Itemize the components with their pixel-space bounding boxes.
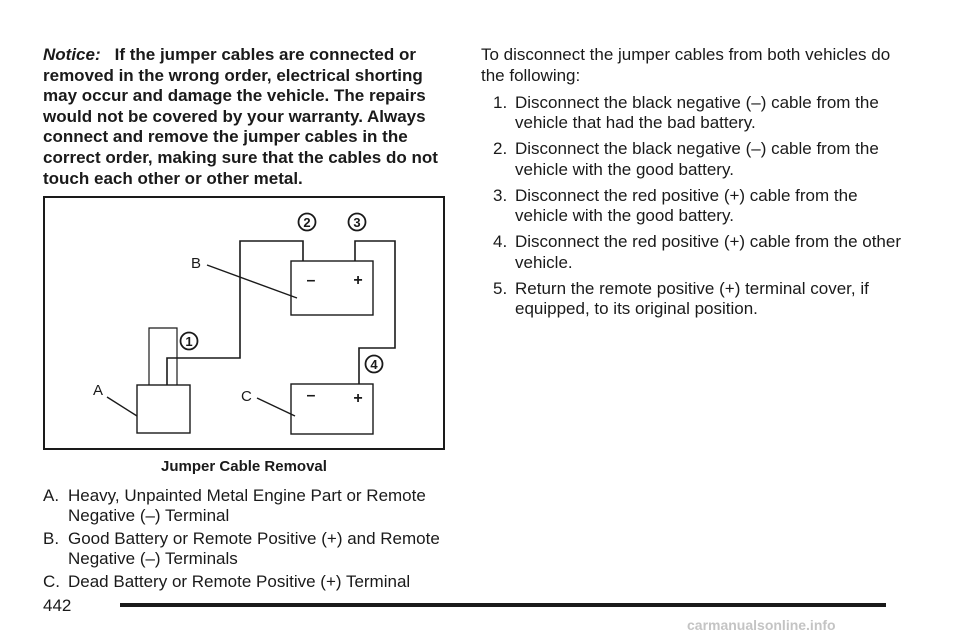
instructions-intro: To disconnect the jumper cables from both vehicles do the following: bbox=[481, 45, 891, 85]
engine-part-post bbox=[149, 328, 177, 385]
step-number: 4. bbox=[493, 232, 508, 252]
notice-paragraph bbox=[43, 45, 453, 189]
step-item bbox=[493, 93, 903, 134]
negative-cable bbox=[167, 241, 303, 385]
label-a-leader bbox=[107, 397, 137, 416]
legend-key: A. bbox=[43, 486, 60, 505]
dead-battery-negative: – bbox=[306, 387, 316, 404]
legend-list bbox=[43, 486, 473, 594]
legend-text: Good Battery or Remote Positive (+) and Remote Negative (–) Terminals bbox=[68, 528, 440, 569]
step-text: Disconnect the red positive (+) cable from the vehicle with the good battery. bbox=[515, 185, 858, 226]
step-text: Return the remote positive (+) terminal cover, if equipped, to its original position. bbox=[515, 278, 869, 319]
good-battery-positive: + bbox=[353, 272, 363, 289]
step-item bbox=[493, 279, 903, 320]
step-item bbox=[493, 186, 903, 227]
figure-caption: Jumper Cable Removal bbox=[161, 458, 327, 475]
legend-item-c bbox=[43, 572, 473, 592]
callout-4: 4 bbox=[370, 357, 378, 372]
step-number: 5. bbox=[493, 278, 508, 298]
notice-label: Notice: bbox=[43, 45, 101, 64]
legend-text: Heavy, Unpainted Metal Engine Part or Remote Negative (–) Terminal bbox=[68, 486, 426, 526]
step-item bbox=[493, 139, 903, 180]
label-b: B bbox=[191, 255, 202, 272]
legend-item-b bbox=[43, 529, 473, 570]
diagram-svg bbox=[45, 198, 443, 448]
step-item bbox=[493, 232, 903, 273]
jumper-cable-diagram bbox=[43, 196, 445, 450]
instructions-steps bbox=[493, 93, 903, 325]
label-a: A bbox=[93, 382, 104, 399]
watermark: carmanualsonline.info bbox=[687, 617, 836, 633]
engine-part-block bbox=[137, 385, 190, 433]
step-text: Disconnect the red positive (+) cable from the other vehicle. bbox=[515, 232, 901, 272]
label-b-leader bbox=[207, 265, 297, 298]
legend-key: B. bbox=[43, 528, 60, 548]
footer-rule bbox=[120, 603, 886, 607]
legend-item-a bbox=[43, 486, 473, 527]
notice-text: If the jumper cables are connected or removed in the wrong order, electrical shorting may occur and damage the vehicle. The repairs would not be covered by your warranty. Always connect and remove the jumper cables in the correct order, making sure that the cables do not touch each other or other metal. bbox=[43, 45, 438, 188]
label-c-leader bbox=[257, 398, 295, 416]
callout-3: 3 bbox=[353, 215, 361, 230]
step-number: 2. bbox=[493, 139, 508, 159]
step-number: 1. bbox=[493, 93, 508, 112]
step-number: 3. bbox=[493, 185, 508, 205]
legend-key: C. bbox=[43, 571, 60, 591]
label-c: C bbox=[241, 388, 252, 405]
callout-2: 2 bbox=[303, 215, 311, 230]
step-text: Disconnect the black negative (–) cable from the vehicle with the good battery. bbox=[515, 139, 879, 179]
callout-1: 1 bbox=[185, 334, 193, 349]
legend-text: Dead Battery or Remote Positive (+) Terminal bbox=[68, 571, 411, 591]
good-battery-negative: – bbox=[306, 272, 316, 289]
dead-battery-positive: + bbox=[353, 390, 363, 407]
page-number: 442 bbox=[43, 596, 72, 615]
step-text: Disconnect the black negative (–) cable from the vehicle that had the bad battery. bbox=[515, 93, 879, 133]
